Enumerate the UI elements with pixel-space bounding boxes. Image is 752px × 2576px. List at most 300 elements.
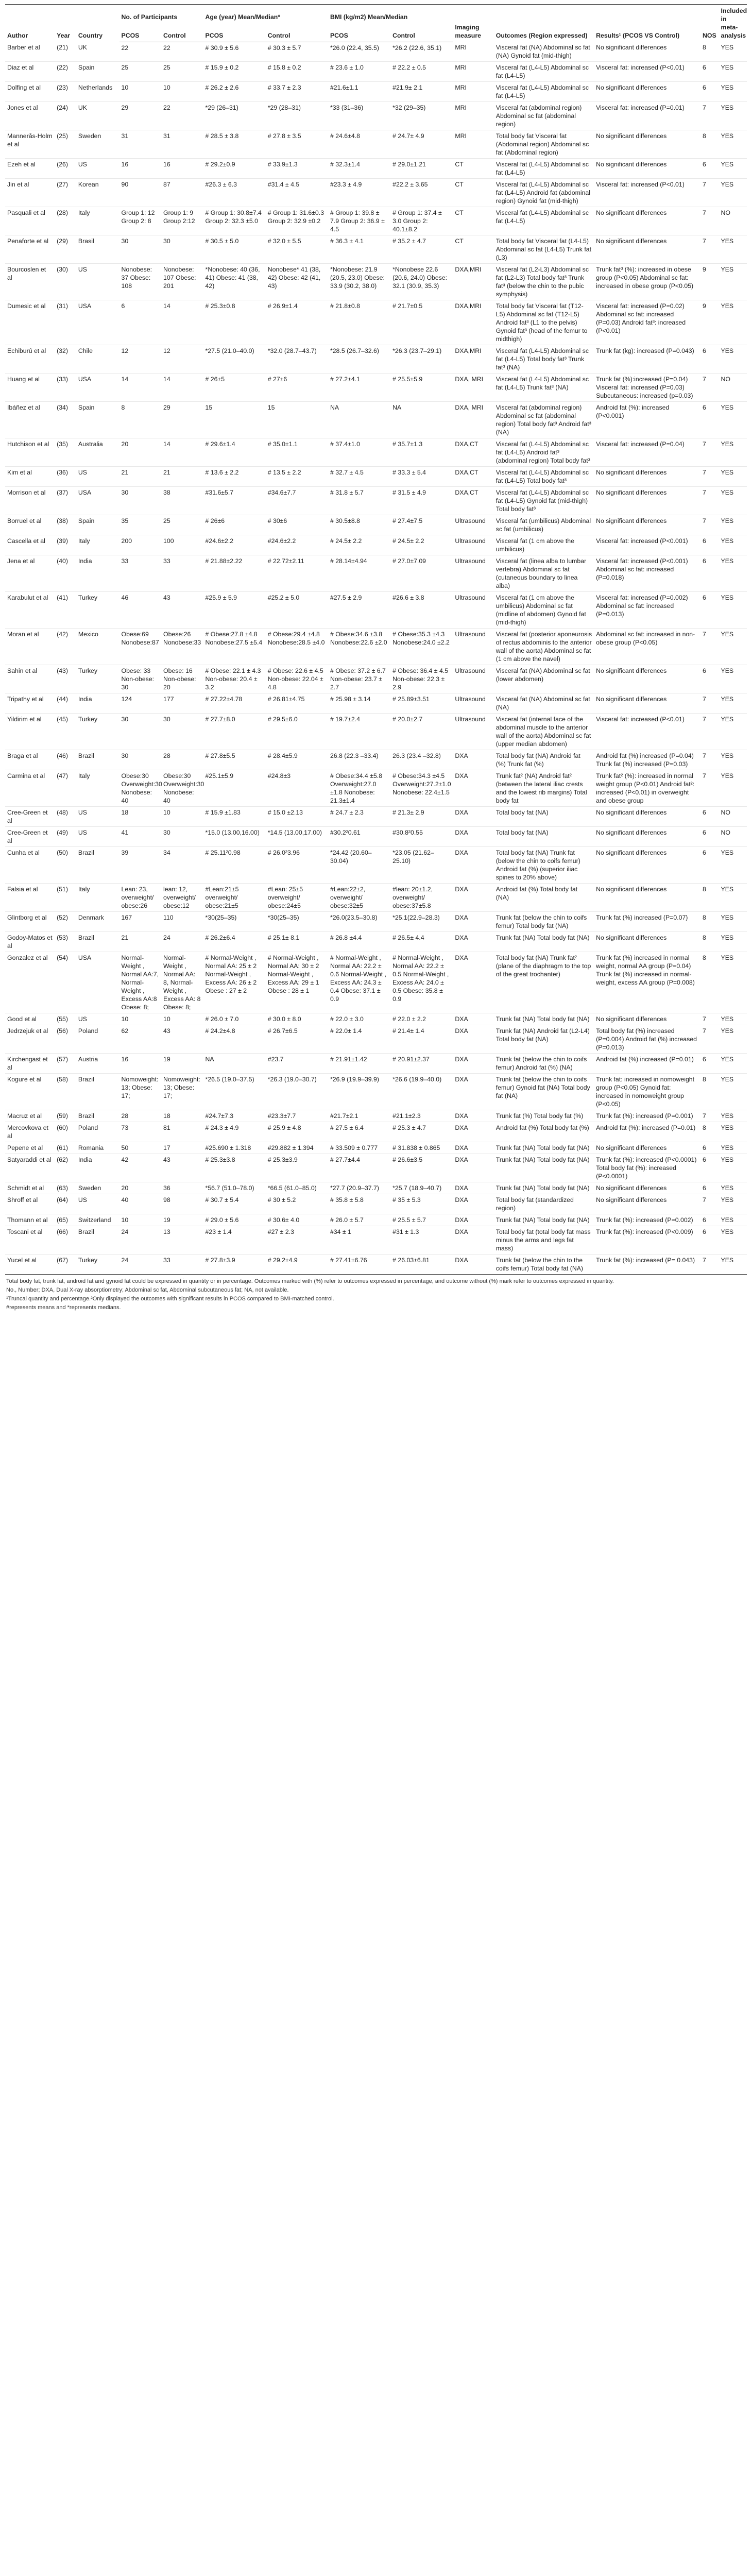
cell-country: USA — [76, 487, 119, 515]
cell-control-n: 17 — [161, 1142, 203, 1154]
cell-author: Kim et al — [5, 467, 55, 487]
cell-results: No significant differences — [594, 847, 700, 884]
cell-control-n: 98 — [161, 1194, 203, 1214]
table-row — [5, 62, 747, 82]
cell-author: Karabulut et al — [5, 592, 55, 629]
cell-meta: YES — [719, 1025, 747, 1054]
cell-results: Visceral fat: increased (P<0.01) — [594, 62, 700, 82]
cell-outcomes: Visceral fat (L4-L5) Abdominal sc fat (L4-L5) Android fat (abdominal region) Gynoid fat (mid-thigh) — [494, 179, 594, 207]
cell-outcomes: Visceral fat (L4-L5) Abdominal sc fat (L4-L5) — [494, 159, 594, 179]
table-row — [5, 827, 747, 847]
table-row — [5, 952, 747, 1013]
table-footnotes — [6, 1278, 747, 1312]
cell-outcomes: Visceral fat (abdominal region) Abdominal sc fat (abdominal region) Total body fat³ Android fat³ (NA) — [494, 402, 594, 438]
cell-pcos-n: 50 — [119, 1142, 162, 1154]
cell-year: (40) — [55, 555, 76, 592]
cell-pcos-n: Nonobese: 37 Obese: 108 — [119, 264, 162, 300]
cell-age-control: # 26.81±4.75 — [266, 693, 328, 714]
cell-control-n: 10 — [161, 1013, 203, 1025]
cell-meta: YES — [719, 932, 747, 952]
cell-country: India — [76, 555, 119, 592]
cell-outcomes: Visceral fat (NA) Abdominal sc fat (NA) Gynoid fat (mid-thigh) — [494, 42, 594, 62]
cell-results: No significant differences — [594, 1013, 700, 1025]
cell-age-pcos: #23 ± 1.4 — [203, 1226, 266, 1255]
cell-nos: 7 — [700, 179, 719, 207]
cell-imaging: DXA,MRI — [453, 264, 493, 300]
cell-country: Turkey — [76, 714, 119, 750]
cell-nos: 6 — [700, 535, 719, 555]
cell-meta: YES — [719, 102, 747, 130]
cell-pcos-n: 10 — [119, 1013, 162, 1025]
cell-year: (21) — [55, 42, 76, 62]
cell-pcos-n: 62 — [119, 1025, 162, 1054]
cell-country: US — [76, 807, 119, 827]
cell-meta: YES — [719, 555, 747, 592]
cell-outcomes: Visceral fat (NA) Abdominal sc fat (NA) — [494, 693, 594, 714]
cell-nos: 7 — [700, 1255, 719, 1275]
cell-pcos-n: 25 — [119, 62, 162, 82]
cell-outcomes: Visceral fat (umbilicus) Abdominal sc fat (umbilicus) — [494, 515, 594, 535]
cell-age-pcos: *26.5 (19.0–37.5) — [203, 1074, 266, 1110]
cell-imaging: DXA — [453, 750, 493, 770]
cell-results: No significant differences — [594, 693, 700, 714]
cell-bmi-pcos: # Obese: 37.2 ± 6.7 Non-obese: 23.7 ± 2.7 — [328, 665, 390, 693]
cell-country: India — [76, 1154, 119, 1182]
cell-year: (62) — [55, 1154, 76, 1182]
cell-nos: 8 — [700, 130, 719, 159]
cell-author: Macruz et al — [5, 1110, 55, 1122]
cell-results: No significant differences — [594, 487, 700, 515]
cell-control-n: 12 — [161, 345, 203, 374]
cell-bmi-control: *25.7 (18.9–40.7) — [390, 1182, 453, 1194]
cell-age-pcos: # 24.2±4.8 — [203, 1025, 266, 1054]
cell-imaging: DXA — [453, 952, 493, 1013]
cell-age-control: # 22.72±2.11 — [266, 555, 328, 592]
cell-age-pcos: 15 — [203, 402, 266, 438]
header-meta: Included in meta-analysis — [719, 5, 747, 42]
cell-bmi-control: NA — [390, 402, 453, 438]
cell-age-control: *66.5 (61.0–85.0) — [266, 1182, 328, 1194]
cell-nos: 7 — [700, 1194, 719, 1214]
cell-control-n: 13 — [161, 1226, 203, 1255]
table-row — [5, 1194, 747, 1214]
cell-author: Godoy-Matos et al — [5, 932, 55, 952]
cell-age-control: # 32.0 ± 5.5 — [266, 235, 328, 264]
cell-year: (65) — [55, 1214, 76, 1226]
cell-pcos-n: 31 — [119, 130, 162, 159]
cell-bmi-pcos: #30.2²0.61 — [328, 827, 390, 847]
cell-bmi-pcos: # 22.0± 1.4 — [328, 1025, 390, 1054]
cell-pcos-n: 10 — [119, 1214, 162, 1226]
cell-pcos-n: 200 — [119, 535, 162, 555]
cell-pcos-n: 20 — [119, 438, 162, 467]
cell-country: UK — [76, 42, 119, 62]
cell-age-control: #24.6±2.2 — [266, 535, 328, 555]
cell-control-n: 33 — [161, 1255, 203, 1275]
cell-control-n: Nomoweight: 13; Obese: 17; — [161, 1074, 203, 1110]
cell-bmi-pcos: # 35.8 ± 5.8 — [328, 1194, 390, 1214]
cell-pcos-n: 8 — [119, 402, 162, 438]
table-row — [5, 438, 747, 467]
table-row — [5, 1226, 747, 1255]
cell-author: Cunha et al — [5, 847, 55, 884]
cell-nos: 6 — [700, 345, 719, 374]
cell-author: Ezeh et al — [5, 159, 55, 179]
table-row — [5, 42, 747, 62]
cell-meta: YES — [719, 535, 747, 555]
table-row — [5, 235, 747, 264]
cell-meta: YES — [719, 884, 747, 912]
cell-results: No significant differences — [594, 82, 700, 102]
cell-nos: 9 — [700, 264, 719, 300]
cell-results: No significant differences — [594, 467, 700, 487]
cell-meta: YES — [719, 515, 747, 535]
cell-bmi-control: # 31.838 ± 0.865 — [390, 1142, 453, 1154]
cell-control-n: 14 — [161, 438, 203, 467]
cell-age-control: # 27±6 — [266, 374, 328, 402]
cell-age-control: # Group 1: 31.6±0.3 Group 2: 32.9 ±0.2 — [266, 207, 328, 235]
cell-imaging: DXA — [453, 1110, 493, 1122]
cell-country: USA — [76, 952, 119, 1013]
cell-bmi-pcos: 26.8 (22.3 –33.4) — [328, 750, 390, 770]
cell-pcos-n: Normal-Weight , Normal AA:7, Normal-Weight , Excess AA:8 Obese: 8; — [119, 952, 162, 1013]
table-row — [5, 345, 747, 374]
table-row — [5, 1255, 747, 1275]
cell-country: Spain — [76, 402, 119, 438]
table-row — [5, 515, 747, 535]
cell-author: Toscani et al — [5, 1226, 55, 1255]
cell-author: Mannerås-Holm et al — [5, 130, 55, 159]
cell-author: Cree-Green et al — [5, 807, 55, 827]
cell-imaging: DXA,CT — [453, 438, 493, 467]
cell-control-n: 10 — [161, 807, 203, 827]
cell-meta: YES — [719, 1122, 747, 1142]
table-row — [5, 300, 747, 345]
cell-country: Korean — [76, 179, 119, 207]
cell-age-control: *26.3 (19.0–30.7) — [266, 1074, 328, 1110]
header-bmi: BMI (kg/m2) Mean/Median — [328, 5, 453, 23]
cell-age-control: # Obese: 22.6 ± 4.5 Non-obese: 22.04 ± 4.8 — [266, 665, 328, 693]
cell-outcomes: Total body fat (NA) — [494, 827, 594, 847]
cell-outcomes: Android fat (%) Total body fat (NA) — [494, 884, 594, 912]
cell-bmi-control: #21.9± 2.1 — [390, 82, 453, 102]
cell-bmi-control: *26.2 (22.6, 35.1) — [390, 42, 453, 62]
cell-nos: 8 — [700, 912, 719, 932]
cell-pcos-n: 6 — [119, 300, 162, 345]
cell-nos: 6 — [700, 592, 719, 629]
cell-age-control: # Normal-Weight , Normal AA: 30 ± 2 Normal-Weight , Excess AA: 29 ± 1 Obese : 28 ± 1 — [266, 952, 328, 1013]
cell-age-pcos: # 29.2±0.9 — [203, 159, 266, 179]
cell-year: (64) — [55, 1194, 76, 1214]
cell-country: Brazil — [76, 847, 119, 884]
cell-pcos-n: 35 — [119, 515, 162, 535]
cell-results: No significant differences — [594, 207, 700, 235]
cell-meta: NO — [719, 807, 747, 827]
cell-bmi-control: #22.2 ± 3.65 — [390, 179, 453, 207]
cell-bmi-control: # 25.5±5.9 — [390, 374, 453, 402]
table-row — [5, 750, 747, 770]
cell-meta: YES — [719, 179, 747, 207]
cell-meta: YES — [719, 629, 747, 665]
cell-results: No significant differences — [594, 665, 700, 693]
cell-age-pcos: # Group 1: 30.8±7.4 Group 2: 32.3 ±5.0 — [203, 207, 266, 235]
cell-bmi-pcos: #27.5 ± 2.9 — [328, 592, 390, 629]
cell-control-n: 43 — [161, 592, 203, 629]
cell-age-control: # 35.0±1.1 — [266, 438, 328, 467]
cell-imaging: DXA — [453, 1054, 493, 1074]
cell-control-n: 16 — [161, 159, 203, 179]
cell-bmi-control: *25.1(22.9–28.3) — [390, 912, 453, 932]
footnote: Total body fat, trunk fat, android fat and gynoid fat could be expressed in quantity or in percentage. Outcomes marked with (%) refer to outcomes expressed in percentage, and outcome without (%) mark refer to outcomes expressed in quantity. — [6, 1278, 614, 1284]
cell-meta: YES — [719, 467, 747, 487]
cell-control-n: 19 — [161, 1214, 203, 1226]
table-row — [5, 665, 747, 693]
cell-meta: YES — [719, 1214, 747, 1226]
table-row — [5, 264, 747, 300]
cell-author: Jena et al — [5, 555, 55, 592]
cell-outcomes: Visceral fat (L4-L5) Abdominal sc fat (L4-L5) Trunk fat³ (NA) — [494, 374, 594, 402]
cell-year: (39) — [55, 535, 76, 555]
cell-control-n: 10 — [161, 82, 203, 102]
cell-country: Brazil — [76, 1226, 119, 1255]
cell-age-control: #31.4 ± 4.5 — [266, 179, 328, 207]
cell-outcomes: Android fat (%) Total body fat (%) — [494, 1122, 594, 1142]
cell-meta: YES — [719, 770, 747, 807]
cell-age-pcos: *29 (26–31) — [203, 102, 266, 130]
table-row — [5, 1142, 747, 1154]
cell-meta: YES — [719, 1074, 747, 1110]
cell-bmi-pcos: NA — [328, 402, 390, 438]
cell-year: (37) — [55, 487, 76, 515]
cell-pcos-n: Lean: 23, overweight/ obese:26 — [119, 884, 162, 912]
cell-bmi-pcos: # 28.14±4.94 — [328, 555, 390, 592]
cell-age-pcos: *30(25–35) — [203, 912, 266, 932]
cell-results: Android fat (%): increased (P<0.001) — [594, 402, 700, 438]
cell-age-control: #23.3±7.7 — [266, 1110, 328, 1122]
cell-imaging: DXA,CT — [453, 467, 493, 487]
cell-age-control: # 27.8 ± 3.5 — [266, 130, 328, 159]
cell-meta: YES — [719, 847, 747, 884]
table-row — [5, 82, 747, 102]
cell-nos: 6 — [700, 665, 719, 693]
cell-outcomes: Visceral fat (NA) Abdominal sc fat (lower abdomen) — [494, 665, 594, 693]
table-row — [5, 1074, 747, 1110]
footnote: ¹Truncal quantity and percentage.²Only displayed the outcomes with significant results in PCOS compared to BMI-matched control. — [6, 1296, 334, 1302]
cell-control-n: 19 — [161, 1054, 203, 1074]
cell-bmi-pcos: # 36.3 ± 4.1 — [328, 235, 390, 264]
cell-country: Poland — [76, 1122, 119, 1142]
cell-year: (22) — [55, 62, 76, 82]
cell-pcos-n: 124 — [119, 693, 162, 714]
cell-pcos-n: 18 — [119, 807, 162, 827]
cell-control-n: 81 — [161, 1122, 203, 1142]
cell-control-n: 31 — [161, 130, 203, 159]
cell-outcomes: Visceral fat (abdominal region) Abdominal sc fat (abdominal region) — [494, 102, 594, 130]
cell-outcomes: Visceral fat (L4-L5) Abdominal sc fat (L4-L5) Android fat³ (abdominal region) Total body fat³ — [494, 438, 594, 467]
cell-year: (23) — [55, 82, 76, 102]
cell-bmi-control: # 24.7± 4.9 — [390, 130, 453, 159]
cell-pcos-n: 10 — [119, 82, 162, 102]
cell-author: Cascella et al — [5, 535, 55, 555]
cell-year: (36) — [55, 467, 76, 487]
cell-year: (56) — [55, 1025, 76, 1054]
cell-bmi-control: #lean: 20±1.2, overweight/ obese:37±5.8 — [390, 884, 453, 912]
cell-results: Visceral fat: increased (P<0.001) — [594, 535, 700, 555]
cell-bmi-control: # 26.6±3.5 — [390, 1154, 453, 1182]
cell-nos: 6 — [700, 159, 719, 179]
cell-age-control: 15 — [266, 402, 328, 438]
cell-year: (31) — [55, 300, 76, 345]
cell-outcomes: Visceral fat (L4-L5) Abdominal sc fat (L4-L5) Total body fat³ Trunk fat³ (NA) — [494, 345, 594, 374]
cell-results: No significant differences — [594, 235, 700, 264]
cell-control-n: Obese:26 Nonobese:33 — [161, 629, 203, 665]
cell-bmi-control: *26.6 (19.9–40.0) — [390, 1074, 453, 1110]
cell-bmi-pcos: #21.6±1.1 — [328, 82, 390, 102]
cell-nos: 7 — [700, 629, 719, 665]
cell-outcomes: Total body fat (total body fat mass minus the arms and legs fat mass) — [494, 1226, 594, 1255]
table-row — [5, 1182, 747, 1194]
cell-bmi-pcos: #Lean:22±2, overweight/ obese:32±5 — [328, 884, 390, 912]
cell-age-pcos: #25.1±5.9 — [203, 770, 266, 807]
cell-year: (63) — [55, 1182, 76, 1194]
cell-results: No significant differences — [594, 130, 700, 159]
cell-results: Visceral fat: increased (P=0.002) Abdominal sc fat: increased (P=0.013) — [594, 592, 700, 629]
cell-nos: 7 — [700, 515, 719, 535]
cell-author: Morrison et al — [5, 487, 55, 515]
cell-nos: 6 — [700, 1214, 719, 1226]
cell-meta: YES — [719, 1182, 747, 1194]
cell-age-control: # 33.9±1.3 — [266, 159, 328, 179]
cell-bmi-pcos: # 22.0 ± 3.0 — [328, 1013, 390, 1025]
cell-age-control: # 15.0 ±2.13 — [266, 807, 328, 827]
cell-imaging: DXA — [453, 827, 493, 847]
table-row — [5, 130, 747, 159]
cell-bmi-control: *23.05 (21.62–25.10) — [390, 847, 453, 884]
header-age: Age (year) Mean/Median* — [203, 5, 328, 23]
cell-meta: YES — [719, 693, 747, 714]
cell-pcos-n: 22 — [119, 42, 162, 62]
cell-author: Echiburú et al — [5, 345, 55, 374]
cell-results: Visceral fat: increased (P<0.01) — [594, 714, 700, 750]
cell-control-n: 87 — [161, 179, 203, 207]
cell-pcos-n: 29 — [119, 102, 162, 130]
cell-year: (24) — [55, 102, 76, 130]
cell-pcos-n: 167 — [119, 912, 162, 932]
cell-outcomes: Total body fat Visceral fat (T12-L5) Abdominal sc fat (T12-L5) Android fat³ (L1 to the pelvis) Gynoid fat³ (head of the femur to midthigh) — [494, 300, 594, 345]
cell-control-n: 29 — [161, 402, 203, 438]
cell-country: Netherlands — [76, 82, 119, 102]
cell-bmi-control: *26.3 (23.7–29.1) — [390, 345, 453, 374]
cell-pcos-n: Obese:30 Overweight:30 Nonobese: 40 — [119, 770, 162, 807]
cell-nos: 6 — [700, 1054, 719, 1074]
cell-pcos-n: Group 1: 12 Group 2: 8 — [119, 207, 162, 235]
study-characteristics-table — [5, 4, 747, 1275]
cell-age-pcos: *27.5 (21.0–40.0) — [203, 345, 266, 374]
cell-country: Turkey — [76, 665, 119, 693]
cell-age-control: # 30 ± 5.2 — [266, 1194, 328, 1214]
cell-author: Thomann et al — [5, 1214, 55, 1226]
cell-meta: YES — [719, 1194, 747, 1214]
cell-meta: YES — [719, 82, 747, 102]
cell-author: Penaforte et al — [5, 235, 55, 264]
cell-age-control: # 15.8 ± 0.2 — [266, 62, 328, 82]
cell-outcomes: Visceral fat (1 cm above the umbilicus) Abdominal sc fat (midline of abdomen) Gynoid fat (mid-thigh) — [494, 592, 594, 629]
cell-age-control: # 26.9±1.4 — [266, 300, 328, 345]
cell-results: No significant differences — [594, 807, 700, 827]
cell-year: (67) — [55, 1255, 76, 1275]
cell-pcos-n: 30 — [119, 714, 162, 750]
cell-nos: 6 — [700, 62, 719, 82]
cell-nos: 6 — [700, 827, 719, 847]
cell-year: (60) — [55, 1122, 76, 1142]
cell-age-control: # 30±6 — [266, 515, 328, 535]
cell-bmi-pcos: # 27.41±6.76 — [328, 1255, 390, 1275]
header-participants: No. of Participants — [119, 5, 203, 23]
cell-bmi-pcos: # 32.3±1.4 — [328, 159, 390, 179]
cell-imaging: DXA — [453, 1074, 493, 1110]
table-body — [5, 42, 747, 1275]
cell-age-control: # 33.7 ± 2.3 — [266, 82, 328, 102]
table-row — [5, 1110, 747, 1122]
cell-control-n: Obese:30 Overweight:30 Nonobese: 40 — [161, 770, 203, 807]
cell-bmi-control: # 21.7±0.5 — [390, 300, 453, 345]
header-country: Country — [76, 5, 119, 42]
cell-year: (47) — [55, 770, 76, 807]
cell-bmi-control: # 22.2 ± 0.5 — [390, 62, 453, 82]
cell-meta: YES — [719, 1054, 747, 1074]
cell-age-pcos: # 30.9 ± 5.6 — [203, 42, 266, 62]
cell-age-pcos: # 25.3±0.8 — [203, 300, 266, 345]
cell-bmi-control: # 33.3 ± 5.4 — [390, 467, 453, 487]
cell-country: Sweden — [76, 1182, 119, 1194]
table-row — [5, 693, 747, 714]
cell-meta: YES — [719, 487, 747, 515]
cell-age-pcos: # 13.6 ± 2.2 — [203, 467, 266, 487]
cell-author: Cree-Green et al — [5, 827, 55, 847]
cell-imaging: MRI — [453, 62, 493, 82]
cell-author: Moran et al — [5, 629, 55, 665]
header-bmi-control: Control — [390, 23, 453, 42]
cell-bmi-control: # 22.0 ± 2.2 — [390, 1013, 453, 1025]
cell-results: Trunk fat (%) increased (P=0.07) — [594, 912, 700, 932]
cell-age-pcos: *15.0 (13.00,16.00) — [203, 827, 266, 847]
cell-country: USA — [76, 374, 119, 402]
cell-age-pcos: #24.6±2.2 — [203, 535, 266, 555]
cell-bmi-pcos: # 26.0 ± 5.7 — [328, 1214, 390, 1226]
cell-outcomes: Visceral fat (1 cm above the umbilicus) — [494, 535, 594, 555]
cell-control-n: 33 — [161, 555, 203, 592]
cell-pcos-n: 33 — [119, 555, 162, 592]
footnote: No., Number; DXA, Dual X-ray absorptiometry; Abdominal sc fat, Abdominal subcutaneous fat; NA, not available. — [6, 1287, 289, 1293]
cell-outcomes: Trunk fat (NA) Total body fat (NA) — [494, 1182, 594, 1194]
cell-country: Spain — [76, 62, 119, 82]
cell-control-n: 110 — [161, 912, 203, 932]
cell-author: Carmina et al — [5, 770, 55, 807]
cell-outcomes: Total body fat (NA) — [494, 807, 594, 827]
table-row — [5, 847, 747, 884]
cell-country: Denmark — [76, 912, 119, 932]
cell-age-pcos: # 15.9 ± 0.2 — [203, 62, 266, 82]
cell-age-control: *29 (28–31) — [266, 102, 328, 130]
cell-outcomes: Trunk fat (below the chin to coifs femur) Total body fat (NA) — [494, 912, 594, 932]
header-author: Author — [5, 5, 55, 42]
cell-country: Brazil — [76, 932, 119, 952]
cell-author: Yildirim et al — [5, 714, 55, 750]
cell-nos: 8 — [700, 1074, 719, 1110]
cell-bmi-control: # 20.0±2.7 — [390, 714, 453, 750]
cell-bmi-control: # 25.89±3.51 — [390, 693, 453, 714]
cell-outcomes: Trunk fat (NA) Total body fat (NA) — [494, 1013, 594, 1025]
